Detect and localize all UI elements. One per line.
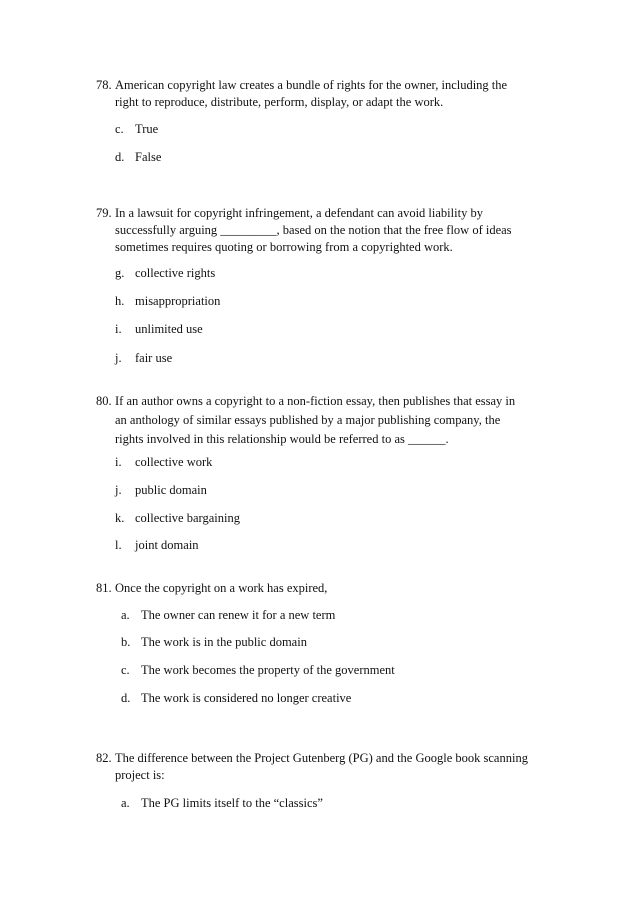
question-text: The difference between the Project Gutenberg (PG) and the Google book scanning [115, 751, 528, 765]
option-letter: c. [115, 122, 124, 136]
question-82 [96, 750, 566, 784]
option-text: fair use [135, 351, 173, 365]
option-80-i [115, 454, 212, 471]
question-text: project is: [115, 768, 165, 782]
option-letter: j. [115, 351, 122, 365]
option-text: The owner can renew it for a new term [141, 608, 336, 622]
option-text: public domain [135, 483, 207, 497]
question-text: sometimes requires quoting or borrowing from a copyrighted work. [115, 240, 453, 254]
option-79-h [115, 293, 220, 310]
question-80-line-1 [96, 392, 556, 411]
question-number: 78. [96, 78, 112, 92]
question-79-line-1 [96, 205, 556, 222]
option-letter: b. [121, 635, 131, 649]
option-letter: a. [121, 608, 130, 622]
option-text: joint domain [135, 538, 199, 552]
question-text: American copyright law creates a bundle of rights for the owner, including the [115, 78, 508, 92]
option-text: False [135, 150, 162, 164]
option-79-g [115, 265, 215, 282]
question-79-line-2 [96, 222, 556, 239]
option-letter: i. [115, 455, 122, 469]
option-letter: k. [115, 511, 125, 525]
option-text: collective bargaining [135, 511, 240, 525]
option-text: collective rights [135, 266, 216, 280]
option-letter: g. [115, 266, 125, 280]
option-78-c [115, 121, 158, 138]
question-79-line-3 [96, 239, 556, 256]
option-text: The work is considered no longer creative [141, 691, 352, 705]
option-82-a [121, 795, 323, 812]
option-81-d [121, 690, 351, 707]
option-letter: c. [121, 663, 130, 677]
option-text: The work is in the public domain [141, 635, 307, 649]
question-text: right to reproduce, distribute, perform, display, or adapt the work. [115, 95, 444, 109]
question-81-line-1 [96, 580, 556, 597]
option-text: unlimited use [135, 322, 203, 336]
option-letter: h. [115, 294, 125, 308]
option-80-k [115, 510, 240, 527]
question-text: rights involved in this relationship would be referred to as ______. [115, 432, 449, 446]
option-79-i [115, 321, 203, 338]
question-78-line-2 [96, 94, 556, 111]
question-text: In a lawsuit for copyright infringement, a defendant can avoid liability by [115, 206, 483, 220]
question-text: an anthology of similar essays published by a major publishing company, the [115, 413, 501, 427]
question-text: Once the copyright on a work has expired, [115, 581, 328, 595]
option-letter: d. [115, 150, 125, 164]
option-text: True [135, 122, 159, 136]
option-81-a [121, 607, 335, 624]
question-80-line-3 [96, 430, 556, 449]
option-letter: j. [115, 483, 122, 497]
option-letter: l. [115, 538, 122, 552]
question-text: If an author owns a copyright to a non-fiction essay, then publishes that essay in [115, 394, 516, 408]
question-text: successfully arguing _________, based on the notion that the free flow of ideas [115, 223, 512, 237]
question-78 [96, 77, 556, 111]
question-78-line-1 [96, 77, 556, 94]
question-82-line-2 [96, 767, 566, 784]
question-81 [96, 580, 556, 597]
option-81-c [121, 662, 395, 679]
option-letter: a. [121, 796, 130, 810]
option-text: misappropriation [135, 294, 221, 308]
question-82-line-1 [96, 750, 566, 767]
option-text: collective work [135, 455, 213, 469]
question-number: 82. [96, 751, 112, 765]
question-number: 79. [96, 206, 112, 220]
option-letter: d. [121, 691, 131, 705]
option-text: The work becomes the property of the government [141, 663, 395, 677]
question-number: 81. [96, 581, 112, 595]
option-letter: i. [115, 322, 122, 336]
question-number: 80. [96, 394, 112, 408]
option-81-b [121, 634, 307, 651]
question-80-line-2 [96, 411, 556, 430]
option-80-l [115, 537, 199, 554]
option-80-j [115, 482, 207, 499]
question-79 [96, 205, 556, 256]
option-text: The PG limits itself to the “classics” [141, 796, 323, 810]
option-79-j [115, 350, 172, 367]
question-80 [96, 392, 556, 449]
option-78-d [115, 149, 161, 166]
